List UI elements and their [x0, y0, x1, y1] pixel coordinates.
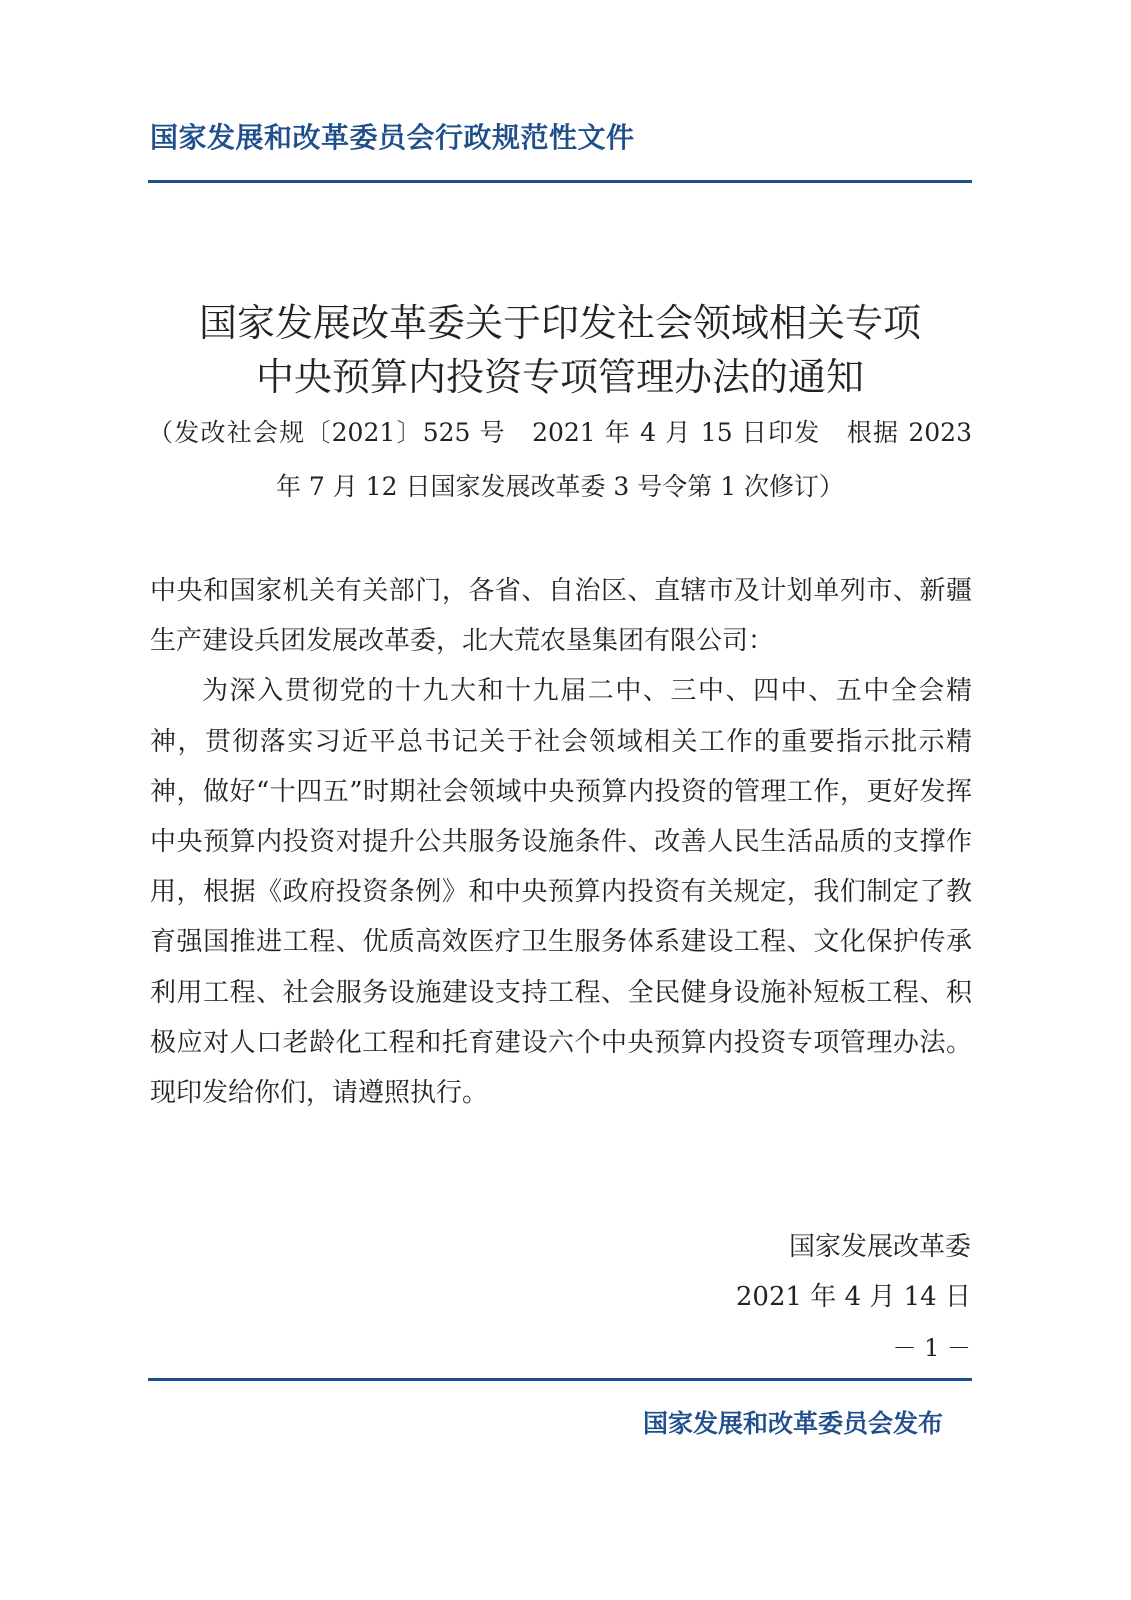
header-divider — [148, 180, 972, 183]
document-body — [150, 566, 972, 1118]
footer-divider — [148, 1378, 972, 1381]
document-title-line-1: 国家发展改革委关于印发社会领域相关专项 — [198, 301, 921, 345]
signature-date: 2021 年 4 月 14 日 — [735, 1282, 971, 1312]
document-subtitle — [148, 406, 972, 514]
page-number: － 1 － — [892, 1334, 971, 1362]
document-subtitle-line-1: （发改社会规〔2021〕525 号 2021 年 4 月 15 日印发 根据 2023 — [148, 418, 972, 447]
document-subtitle-line-2: 年 7 月 12 日国家发展改革委 3 号令第 1 次修订） — [275, 472, 845, 501]
body-paragraph: 为深入贯彻党的十九大和十九届二中、三中、四中、五中全会精神，贯彻落实习近平总书记关于社会领域相关工作的重要指示批示精神，做好“十四五”时期社会领域中央预算内投资的管理工作，更好发挥中央预算内投资对提升公共服务设施条件、改善人民生活品质的支撑作用，根据《政府投资条例》和中央预算内投资有关规定，我们制定了教育强国推进工程、优质高效医疗卫生服务体系建设工程、文化保护传承利用工程、社会服务设施建设支持工程、全民健身设施补短板工程、积极应对人口老龄化工程和托育建设六个中央预算内投资专项管理办法。现印发给你们，请遵照执行。 — [150, 676, 972, 1109]
signatory: 国家发展改革委 — [788, 1232, 971, 1262]
addressee: 中央和国家机关有关部门，各省、自治区、直辖市及计划单列市、新疆生产建设兵团发展改革委，北大荒农垦集团有限公司： — [150, 576, 972, 657]
signature-block — [736, 1222, 971, 1322]
document-title-line-2: 中央预算内投资专项管理办法的通知 — [255, 355, 864, 399]
header-title: 国家发展和改革委员会行政规范性文件 — [150, 121, 635, 154]
document-title — [148, 296, 972, 404]
footer-publisher: 国家发展和改革委员会发布 — [642, 1409, 943, 1438]
